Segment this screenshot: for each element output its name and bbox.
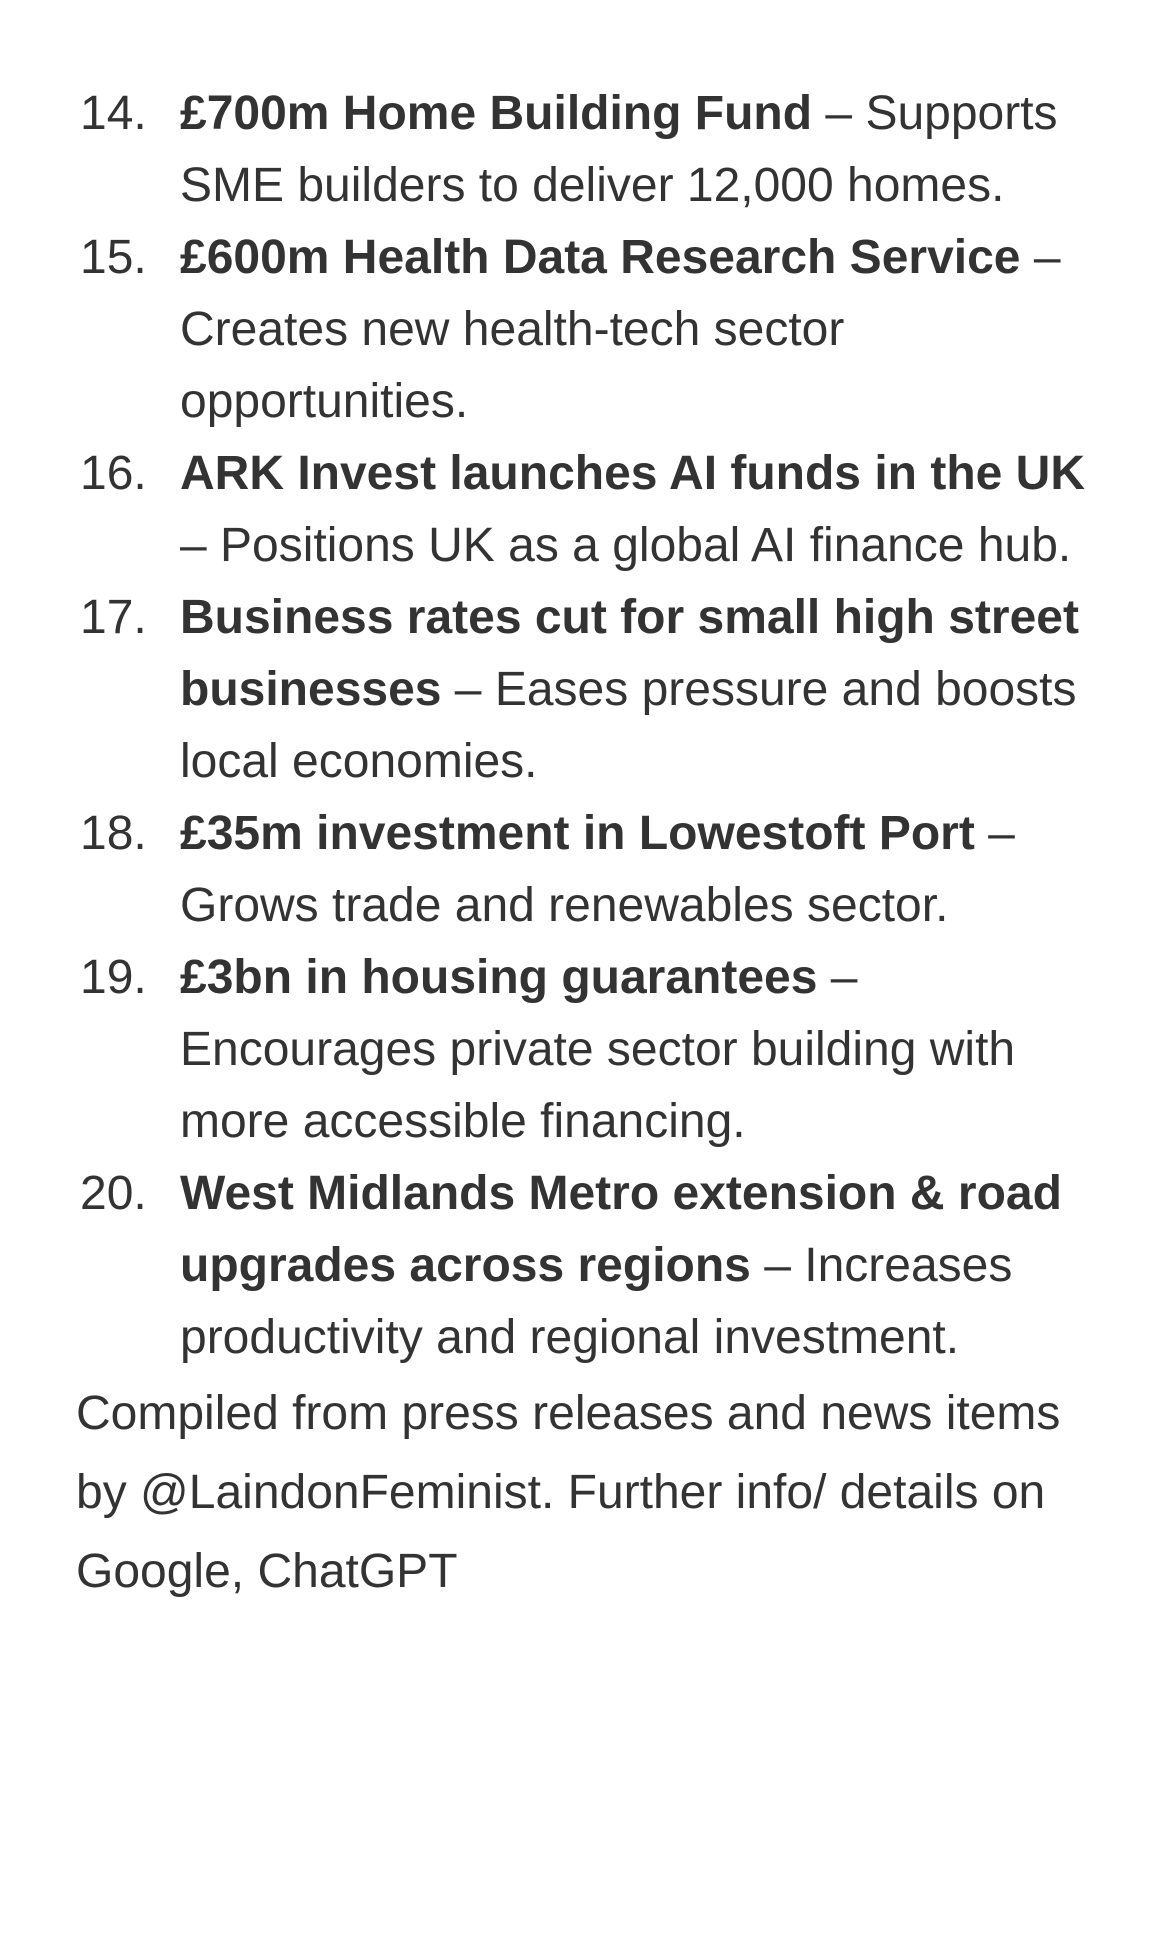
item-separator: – [812, 87, 866, 140]
item-content [180, 582, 1105, 798]
list-item [0, 798, 1170, 942]
item-description: Eases pressure and boosts local economies. [180, 663, 1077, 788]
item-separator: – [1020, 231, 1061, 284]
item-content [180, 798, 1105, 942]
item-separator: – [974, 807, 1015, 860]
item-number: 18. [80, 807, 147, 860]
item-separator: – [817, 951, 858, 1004]
item-number: 19. [80, 951, 147, 1004]
item-title: £35m investment in Lowestoft Port [180, 807, 975, 860]
item-title: Business rates cut for small high street businesses [180, 591, 1079, 716]
item-number: 20. [80, 1167, 147, 1220]
list-item [0, 1158, 1170, 1374]
numbered-list [0, 78, 1170, 1374]
item-description: Positions UK as a global AI finance hub. [220, 519, 1072, 572]
item-title: £600m Health Data Research Service [180, 231, 1021, 284]
item-content [180, 78, 1105, 222]
item-description: Creates new health-tech sector opportunities. [180, 303, 845, 428]
item-description: Supports SME builders to deliver 12,000 homes. [180, 87, 1058, 212]
list-item [0, 942, 1170, 1158]
item-content [180, 222, 1105, 438]
item-content [180, 942, 1105, 1158]
item-content [180, 438, 1105, 582]
item-description: Increases productivity and regional investment. [180, 1239, 1013, 1364]
item-description: Grows trade and renewables sector. [180, 879, 949, 932]
item-description: Encourages private sector building with more accessible financing. [180, 1023, 1016, 1148]
item-separator: – [180, 519, 221, 572]
item-separator: – [750, 1239, 805, 1292]
footer-note: Compiled from press releases and news items by @LaindonFeminist. Further info/ details on Google, ChatGPT [76, 1387, 1061, 1598]
list-item [0, 78, 1170, 222]
list-item [0, 438, 1170, 582]
item-title: ARK Invest launches AI funds in the UK [180, 447, 1085, 500]
list-item [0, 582, 1170, 798]
item-number: 16. [80, 447, 147, 500]
list-item [0, 222, 1170, 438]
item-title: West Midlands Metro extension & road upgrades across regions [180, 1167, 1062, 1292]
item-content [180, 1158, 1105, 1374]
item-title: £700m Home Building Fund [180, 87, 813, 140]
item-number: 14. [80, 87, 147, 140]
item-number: 15. [80, 231, 147, 284]
item-separator: – [441, 663, 495, 716]
item-number: 17. [80, 591, 147, 644]
item-title: £3bn in housing guarantees [180, 951, 818, 1004]
